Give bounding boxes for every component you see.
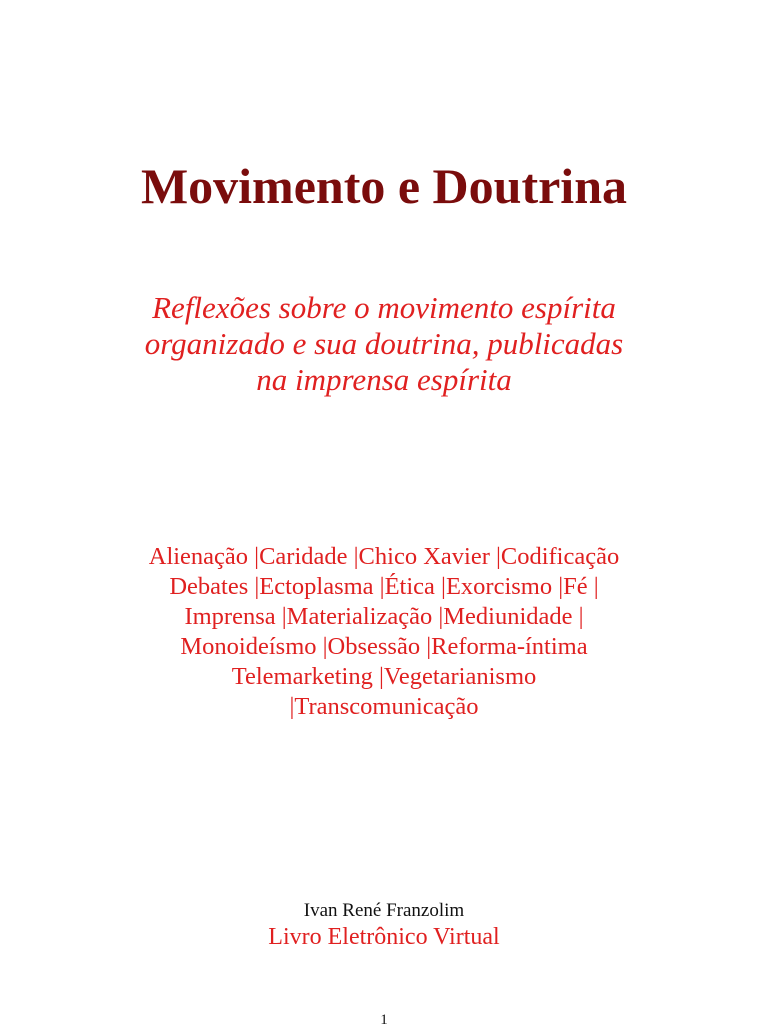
keyword-list bbox=[80, 542, 688, 722]
subtitle-line: na imprensa espírita bbox=[256, 362, 512, 397]
keyword-line: Imprensa |Materialização |Mediunidade | bbox=[184, 603, 584, 630]
keyword-line: |Transcomunicação bbox=[289, 693, 479, 720]
keyword-line: Debates |Ectoplasma |Ética |Exorcismo |Fé | bbox=[169, 573, 599, 600]
subtitle-line: organizado e sua doutrina, publicadas bbox=[144, 326, 624, 361]
subtitle-line: Reflexões sobre o movimento espírita bbox=[152, 290, 616, 325]
book-type: Livro Eletrônico Virtual bbox=[268, 924, 500, 950]
page-number: 1 bbox=[380, 1012, 388, 1028]
author-name: Ivan René Franzolim bbox=[303, 900, 465, 921]
keyword-line: Monoideísmo |Obsessão |Reforma-íntima bbox=[180, 633, 588, 660]
keyword-line: Alienação |Caridade |Chico Xavier |Codificação bbox=[148, 543, 620, 570]
document-title: Movimento e Doutrina bbox=[140, 158, 628, 214]
document-subtitle bbox=[84, 290, 684, 398]
keyword-line: Telemarketing |Vegetarianismo bbox=[231, 663, 537, 690]
